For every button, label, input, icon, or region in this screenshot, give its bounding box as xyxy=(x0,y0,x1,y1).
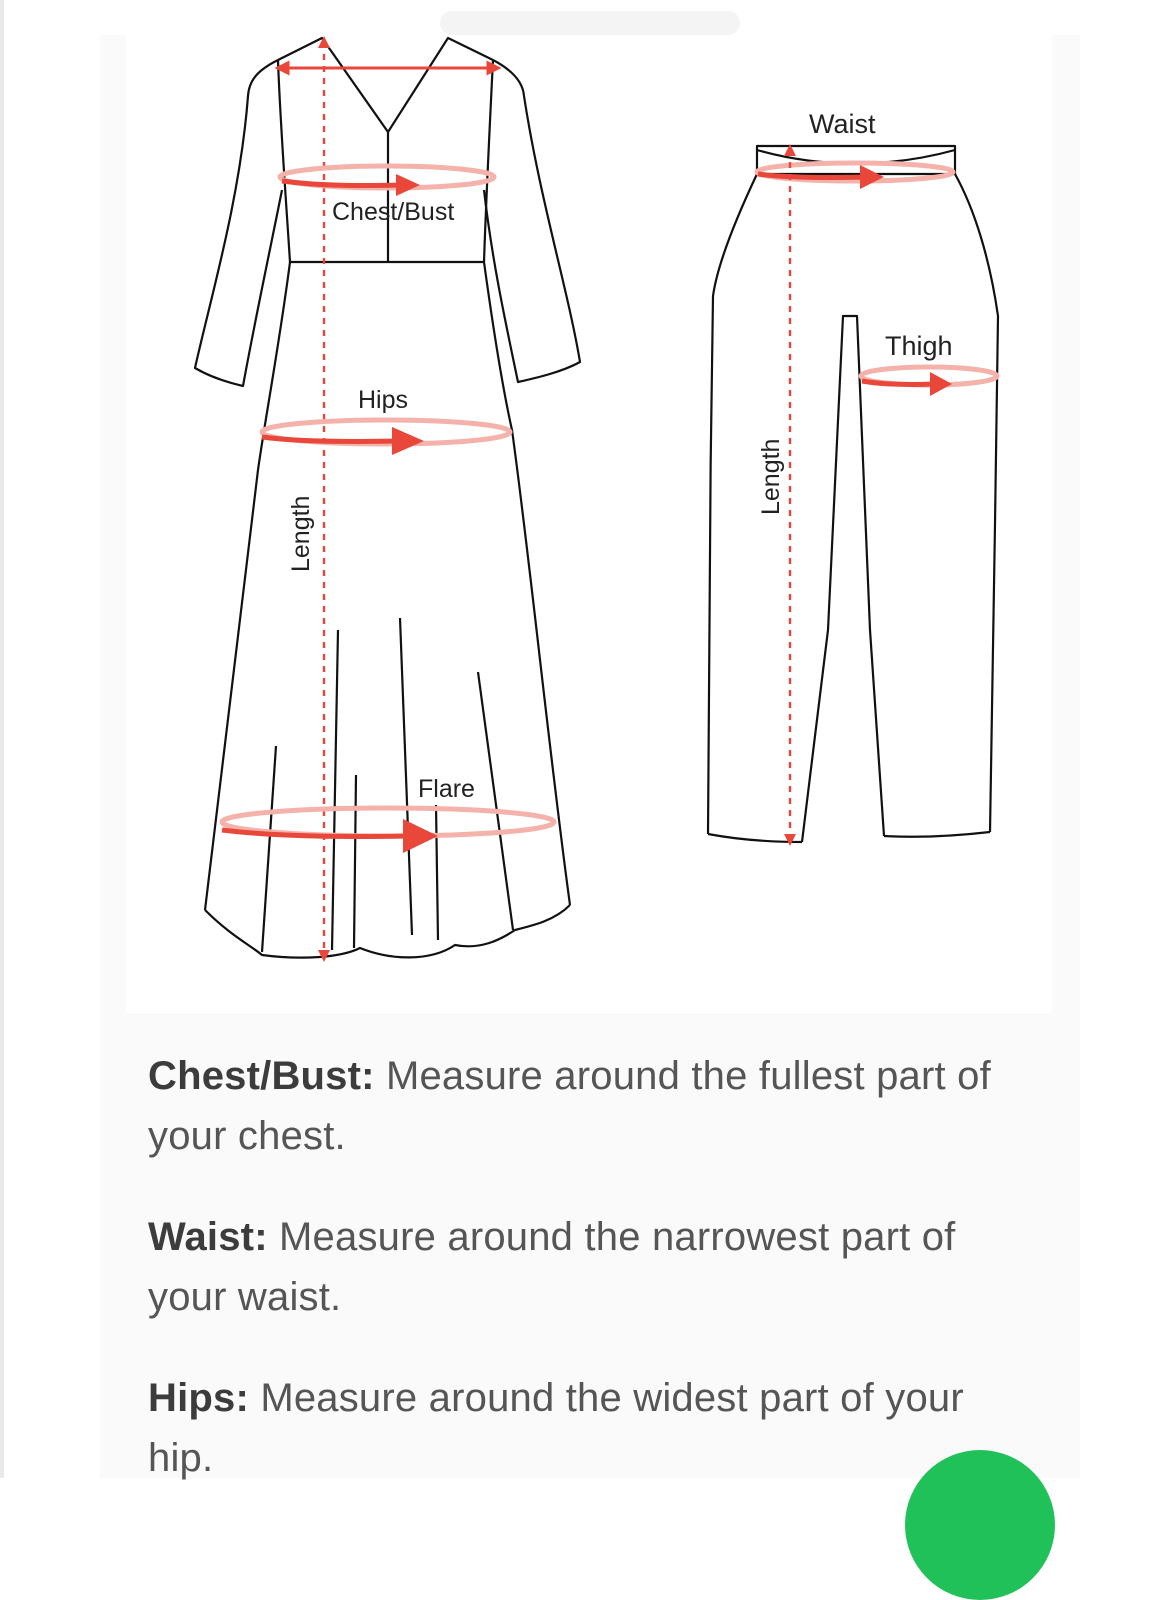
waist-description xyxy=(148,1207,1028,1327)
chest-description xyxy=(148,1046,1028,1166)
hips-term: Hips: xyxy=(148,1376,249,1420)
dress-flare-label: Flare xyxy=(418,775,475,803)
dress-chest-label: Chest/Bust xyxy=(332,198,455,226)
pants-length-label: Length xyxy=(757,438,785,515)
dress-length-label: Length xyxy=(287,495,315,572)
pants-waist-label: Waist xyxy=(809,109,876,139)
green-action-button[interactable] xyxy=(905,1450,1055,1600)
hips-text: Measure around the widest part of your hip. xyxy=(148,1376,964,1480)
dress-hips-label: Hips xyxy=(358,386,409,414)
chest-text: Measure around the fullest part of your chest. xyxy=(148,1054,991,1158)
hips-description xyxy=(148,1368,1028,1488)
waist-term: Waist: xyxy=(148,1215,268,1259)
waist-text: Measure around the narrowest part of your waist. xyxy=(148,1215,956,1319)
pants-thigh-label: Thigh xyxy=(885,331,953,361)
pants-outline xyxy=(708,146,998,842)
dress-outline xyxy=(195,38,580,958)
chest-term: Chest/Bust: xyxy=(148,1054,375,1098)
